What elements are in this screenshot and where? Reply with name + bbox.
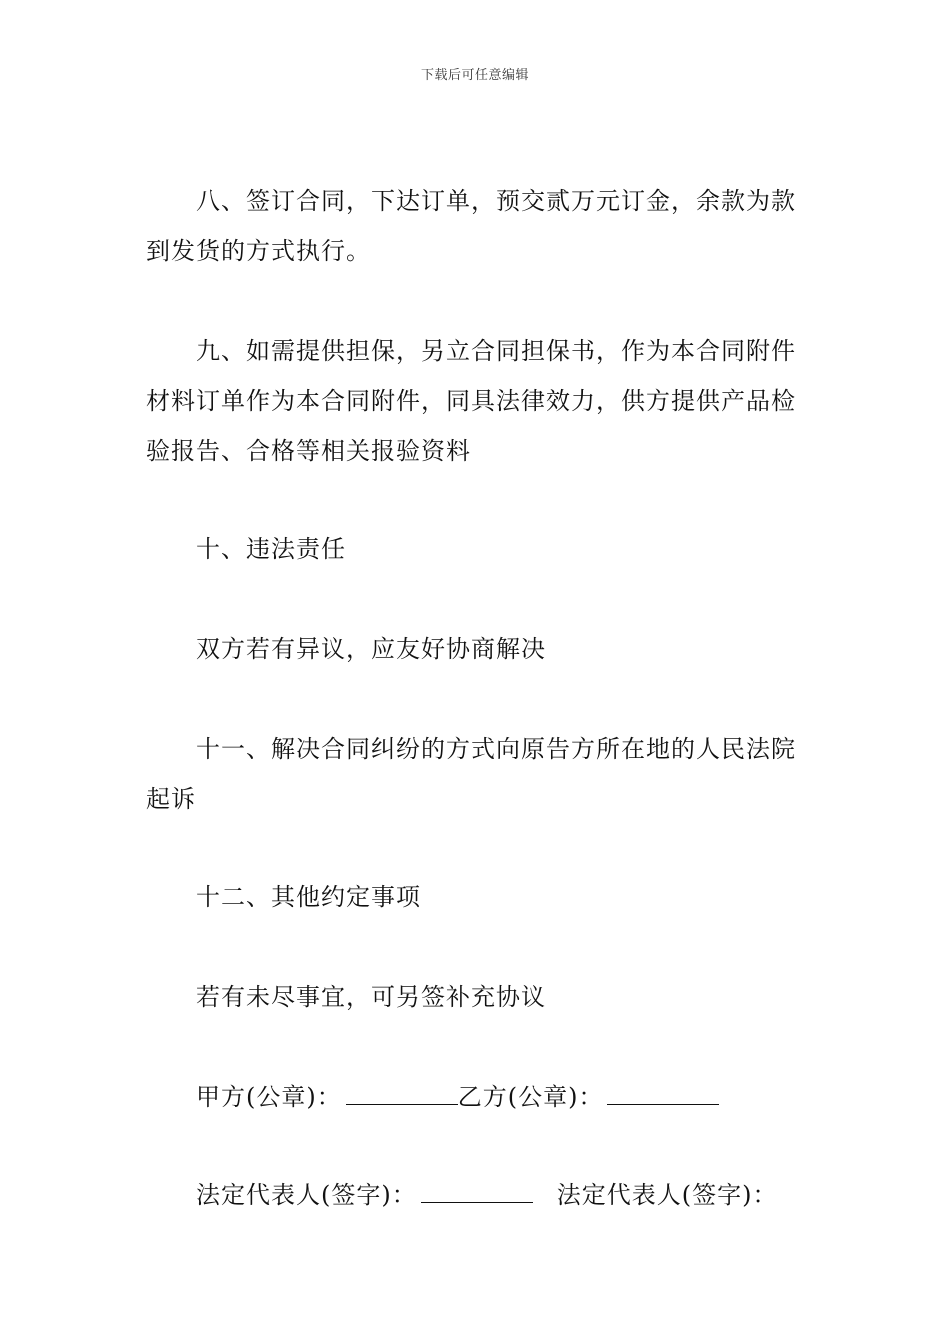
page-header: 下载后可任意编辑 (420, 68, 529, 83)
seal-signature-line (146, 1072, 810, 1122)
party-b-seal-label: 乙方(公章)： (457, 1083, 604, 1111)
clause-twelve-body: 若有未尽事宜，可另签补充协议 (196, 983, 546, 1011)
clause-ten-title: 十、违法责任 (196, 535, 346, 563)
legal-rep-a-blank (421, 1180, 533, 1203)
clause-ten-body: 双方若有异议，应友好协商解决 (196, 635, 546, 663)
legal-rep-a-label: 法定代表人(签字)： (196, 1181, 417, 1209)
clause-eight: 八、签订合同，下达订单，预交贰万元订金，余款为款到发货的方式执行。 (146, 187, 796, 265)
party-a-seal-blank (346, 1082, 458, 1105)
legal-rep-signature-line (146, 1170, 810, 1220)
clause-nine: 九、如需提供担保，另立合同担保书，作为本合同附件材料订单作为本合同附件，同具法律效力，供方提供产品检验报告、合格等相关报验资料 (146, 337, 796, 465)
party-a-seal-label: 甲方(公章)： (196, 1083, 342, 1111)
clause-twelve-title: 十二、其他约定事项 (196, 883, 421, 911)
clause-eleven: 十一、解决合同纠纷的方式向原告方所在地的人民法院起诉 (146, 735, 796, 813)
party-b-seal-blank (607, 1082, 719, 1105)
legal-rep-b-label: 法定代表人(签字)： (556, 1181, 778, 1209)
